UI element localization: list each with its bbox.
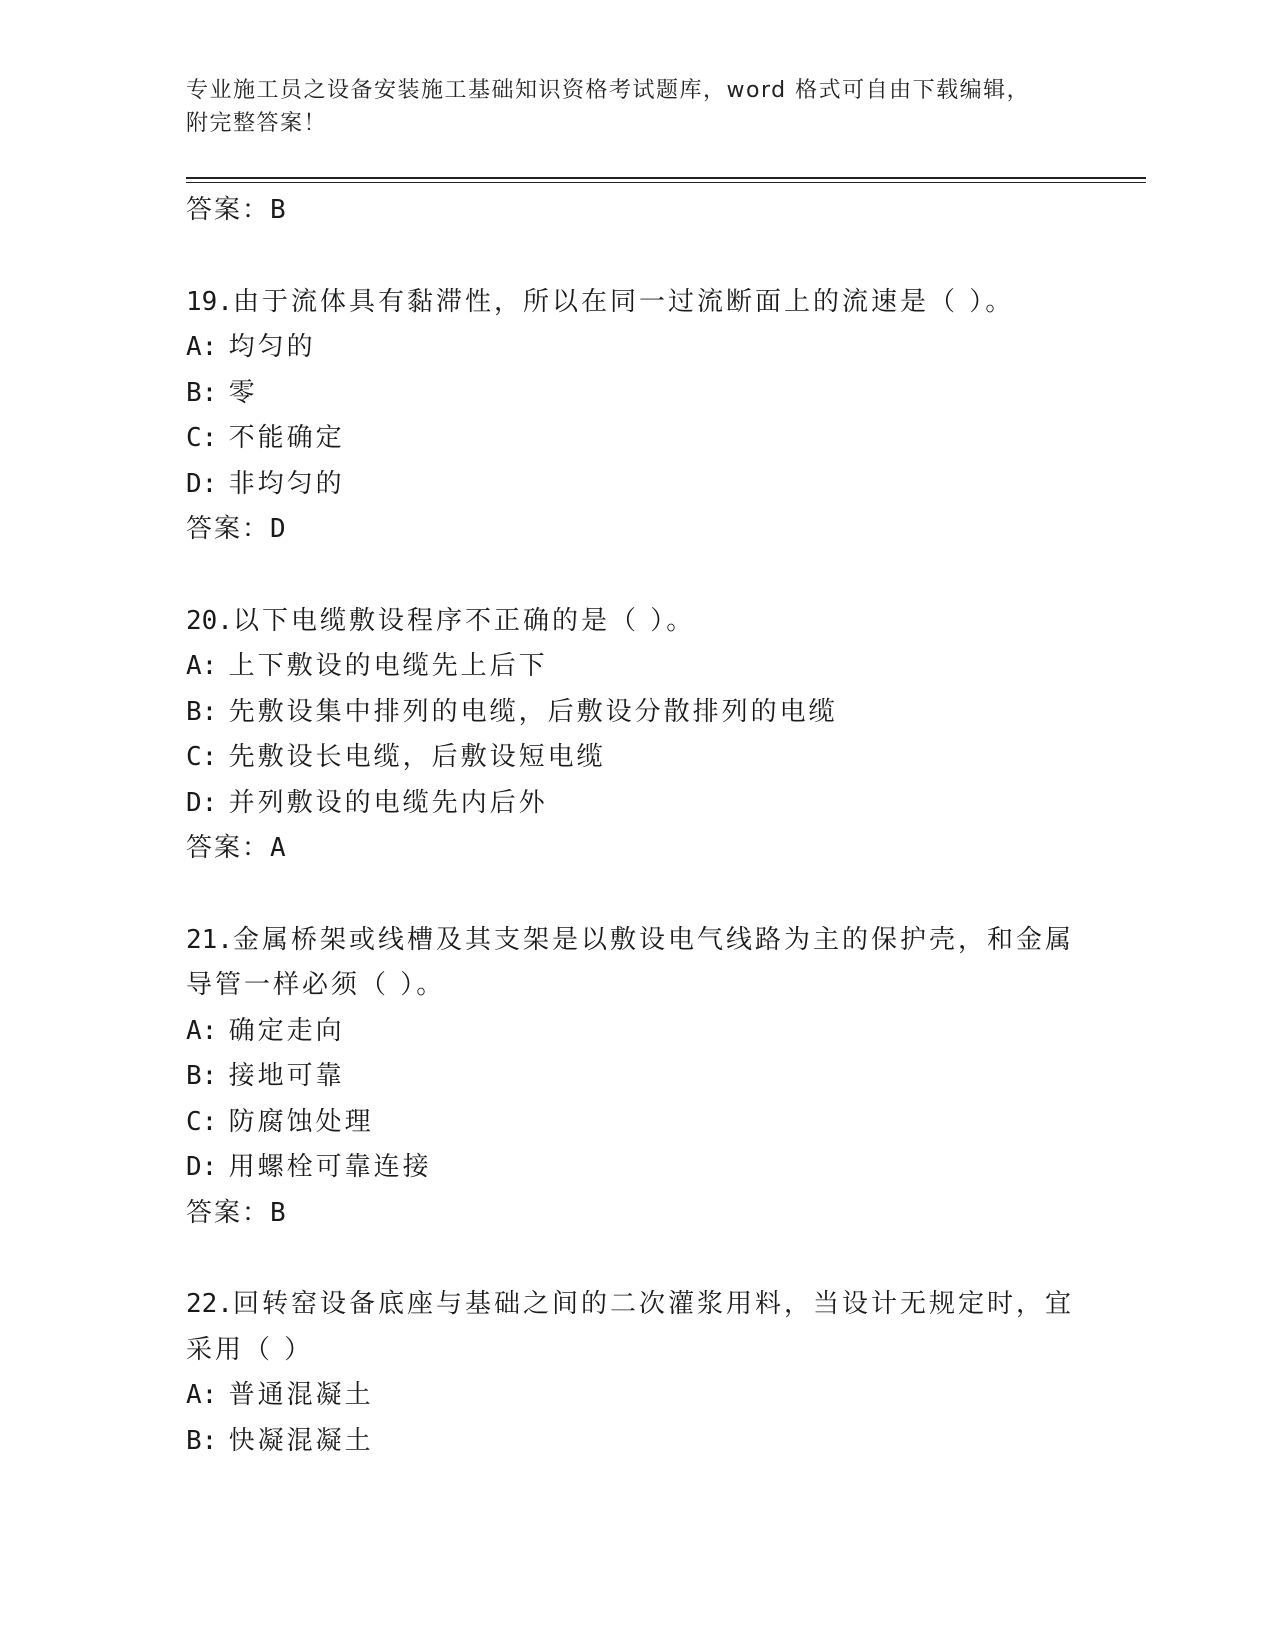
option-b [186, 1054, 1146, 1100]
question-stem-line-2: 导管一样必须（ ）。 [186, 970, 446, 1000]
option-key: B: [186, 1425, 218, 1456]
question-text: 回转窑设备底座与基础之间的二次灌浆用料，当设计无规定时，宜 [232, 1289, 1074, 1319]
question-answer [186, 1191, 1146, 1237]
option-text: 先敷设集中排列的电缆，后敷设分散排列的电缆 [228, 696, 838, 727]
question-stem-line-1 [186, 1282, 1146, 1328]
option-key: A: [186, 1015, 218, 1046]
option-c [186, 735, 1146, 781]
option-key: B: [186, 696, 218, 727]
option-d [186, 462, 1146, 508]
question-number: 22. [186, 1289, 233, 1319]
question-number: 20. [186, 605, 233, 636]
option-text: 快凝混凝土 [228, 1425, 374, 1456]
option-text: 零 [228, 377, 258, 408]
option-key: D: [186, 1152, 218, 1182]
question-content [186, 188, 1146, 1464]
header-divider-thin [186, 182, 1146, 183]
option-c [186, 416, 1146, 462]
previous-answer [186, 188, 1146, 234]
answer-value: D [270, 514, 288, 544]
option-key: A: [186, 651, 218, 681]
option-c [186, 1100, 1146, 1146]
option-text: 不能确定 [228, 423, 345, 453]
option-key: B: [186, 1061, 218, 1091]
question-stem [186, 280, 1146, 326]
question-answer [186, 826, 1146, 872]
question-number: 21. [186, 924, 233, 955]
question-stem-line-1 [186, 918, 1146, 964]
option-a [186, 325, 1146, 371]
question-21 [186, 918, 1146, 1237]
question-stem-line-2: 采用（ ） [186, 1334, 314, 1365]
question-19 [186, 280, 1146, 553]
option-text: 接地可靠 [228, 1061, 345, 1091]
answer-value: B [270, 195, 288, 225]
option-key: C: [186, 1106, 218, 1137]
option-key: D: [186, 787, 218, 818]
option-text: 防腐蚀处理 [228, 1106, 374, 1137]
option-text: 均匀的 [228, 332, 316, 362]
answer-value: B [270, 1197, 288, 1228]
option-text: 并列敷设的电缆先内后外 [228, 787, 548, 818]
document-header [186, 74, 1066, 140]
header-line-2: 附完整答案！ [186, 111, 328, 136]
answer-label: 答案： [186, 514, 271, 544]
option-key: C: [186, 423, 218, 453]
answer-label: 答案： [186, 833, 271, 863]
answer-value: A [270, 833, 288, 863]
option-text: 确定走向 [228, 1015, 345, 1046]
question-text: 金属桥架或线槽及其支架是以敷设电气线路为主的保护壳，和金属 [232, 924, 1074, 955]
question-answer [186, 507, 1146, 553]
option-text: 用螺栓可靠连接 [228, 1152, 432, 1182]
option-b [186, 371, 1146, 417]
option-a [186, 644, 1146, 690]
option-key: C: [186, 742, 218, 772]
option-a [186, 1009, 1146, 1055]
answer-label: 答案： [186, 1197, 271, 1228]
option-key: D: [186, 468, 218, 499]
spacer [186, 234, 1146, 280]
header-line-1: 专业施工员之设备安装施工基础知识资格考试题库，word 格式可自由下载编辑， [186, 78, 1031, 103]
question-22 [186, 1282, 1146, 1464]
option-b [186, 1419, 1146, 1465]
option-a [186, 1373, 1146, 1419]
spacer [186, 872, 1146, 918]
spacer [186, 1236, 1146, 1282]
option-text: 非均匀的 [228, 468, 345, 499]
question-number: 19. [186, 286, 233, 317]
question-text: 以下电缆敷设程序不正确的是（ ）。 [232, 605, 696, 636]
question-20 [186, 599, 1146, 872]
option-text: 先敷设长电缆，后敷设短电缆 [228, 742, 606, 772]
option-text: 普通混凝土 [228, 1380, 374, 1410]
question-stem [186, 599, 1146, 645]
spacer [186, 553, 1146, 599]
option-key: A: [186, 1380, 218, 1410]
question-text: 由于流体具有黏滞性，所以在同一过流断面上的流速是（ ）。 [232, 286, 1015, 317]
answer-label: 答案： [186, 195, 271, 225]
option-b [186, 690, 1146, 736]
option-text: 上下敷设的电缆先上后下 [228, 651, 548, 681]
option-d [186, 781, 1146, 827]
option-key: A: [186, 332, 218, 362]
option-key: B: [186, 377, 218, 408]
option-d [186, 1145, 1146, 1191]
header-divider-thick [186, 177, 1146, 179]
